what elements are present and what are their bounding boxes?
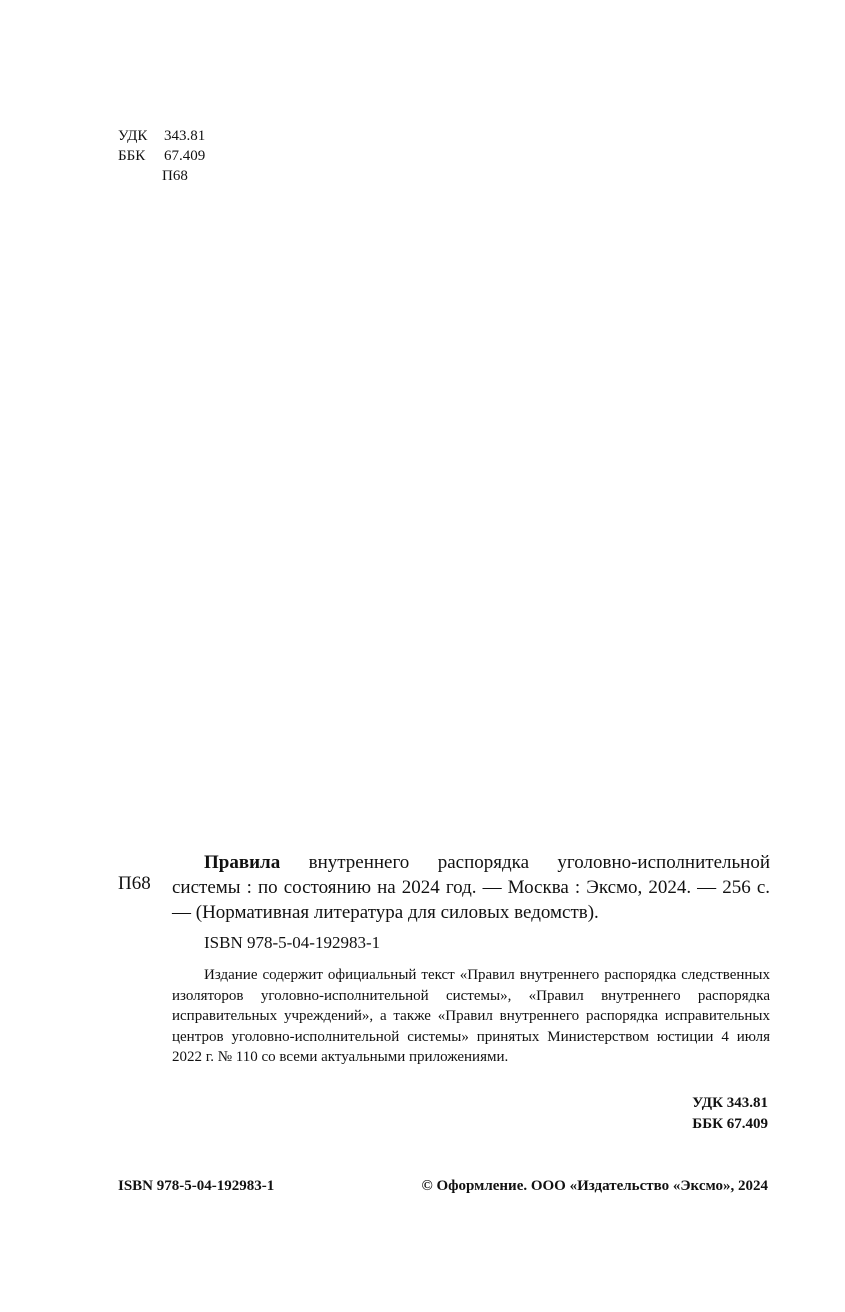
isbn-line: ISBN 978-5-04-192983-1 <box>204 933 381 952</box>
bibliographic-description <box>172 850 770 925</box>
udk-label: УДК <box>118 128 148 144</box>
udk-row <box>118 126 205 146</box>
udk-value: 343.81 <box>164 128 206 144</box>
footer-copyright: © Оформление. ООО «Издательство «Эксмо», 2024 <box>421 1178 768 1194</box>
book-title: Правила <box>204 852 281 873</box>
annotation <box>172 965 770 1068</box>
footer-isbn: ISBN 978-5-04-192983-1 <box>118 1178 275 1194</box>
bbk-label: ББК <box>118 148 146 164</box>
bottom-codes <box>692 1093 768 1134</box>
bbk-row <box>118 146 205 166</box>
annotation-text: Издание содержит официальный текст «Правил внутреннего распорядка следственных изоляторов уголовно-исполнительной системы», «Правил внутреннего распорядка исправительных учреждений», а также «Правил внутреннего распорядка исправительных центров уголовно-исполнительной системы» принятых Министерством юстиции 4 июля 2022 г. № 110 со всеми актуальными приложениями. <box>172 967 770 1065</box>
bottom-udk: УДК 343.81 <box>692 1095 768 1111</box>
description-paragraph <box>172 850 770 925</box>
bbk-value: 67.409 <box>164 148 206 164</box>
author-mark: П68 <box>162 168 188 184</box>
catalog-code: П68 <box>118 873 151 894</box>
description-text: внутреннего распорядка уголовно-исполнительной системы : по состоянию на 2024 год. — Москва : Эксмо, 2024. — 256 с. — (Нормативная литература для силовых ведомств). <box>172 852 770 923</box>
classification-block <box>118 126 205 186</box>
bottom-bbk: ББК 67.409 <box>692 1115 768 1132</box>
